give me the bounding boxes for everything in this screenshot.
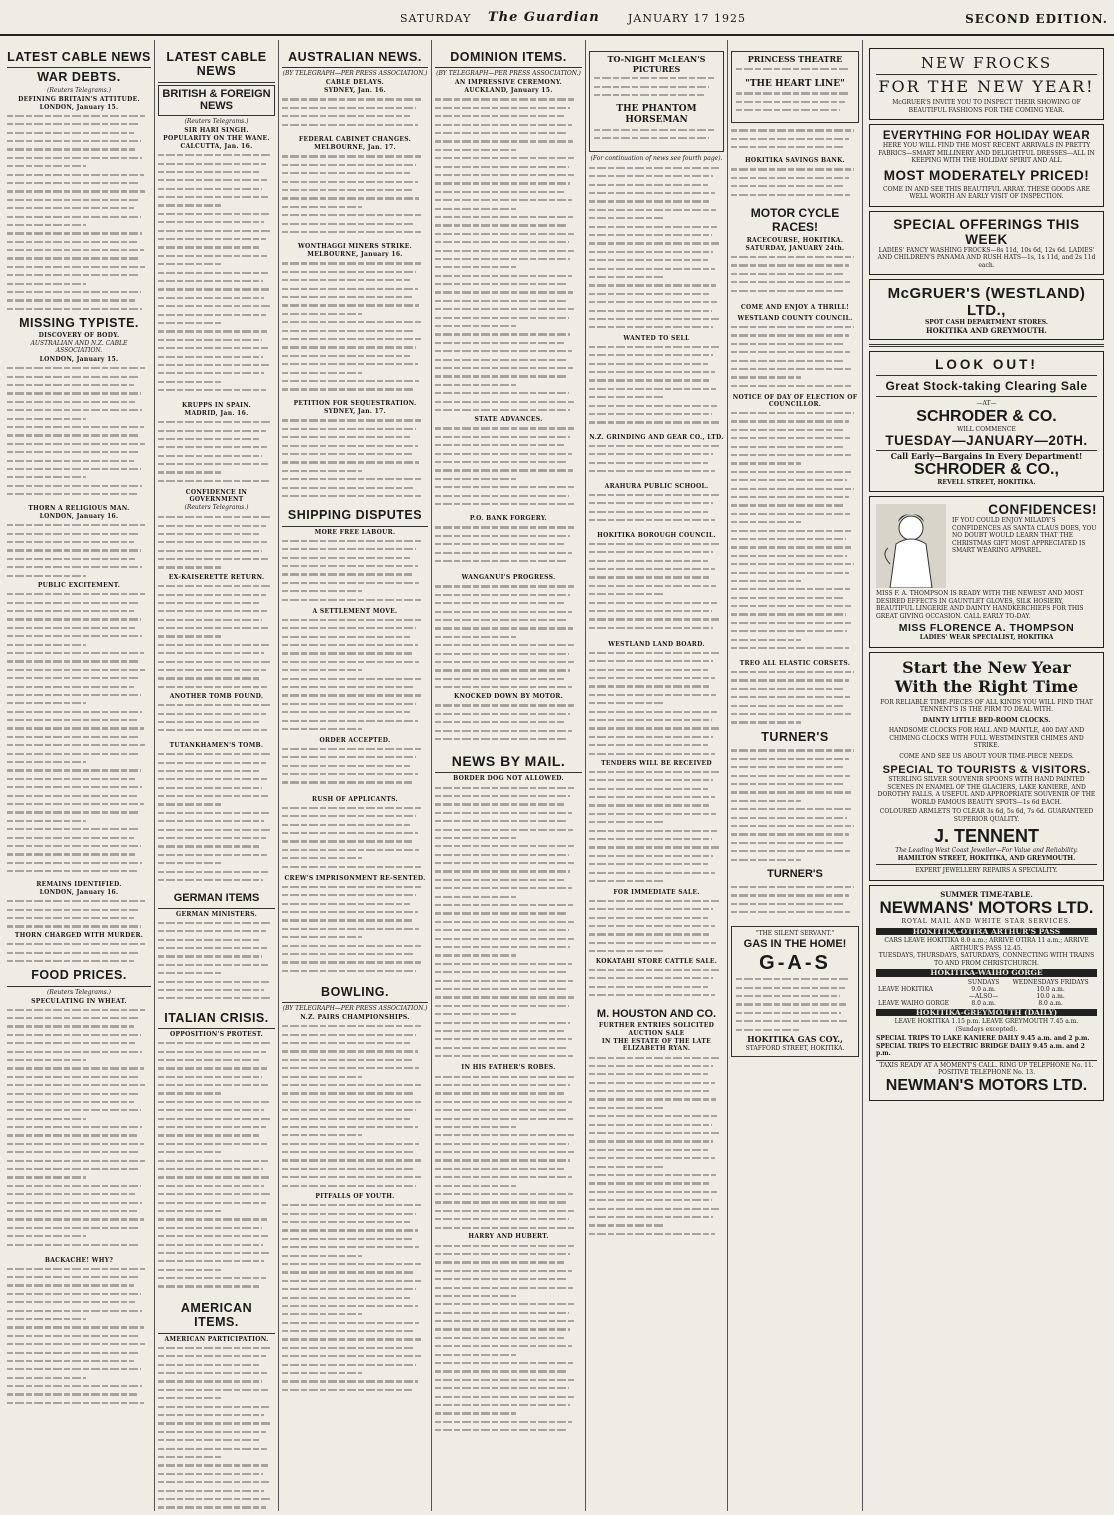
waiho-cell: —ALSO— <box>968 992 999 1000</box>
dateline: CALCUTTA, Jan. 16. <box>180 143 253 151</box>
confidences-body: IF YOU COULD ENJOY MILADY'S CONFIDENCES AS SANTA CLAUS DOES, YOU NO DOUBT WOULD LEARN THAT THE CHRISTMAS GIFT MOST APPRECIATED IS SMART WEARING APPAREL. <box>952 517 1097 554</box>
article-body <box>7 521 151 581</box>
special-offerings-ad <box>869 211 1104 276</box>
article-body <box>282 416 428 506</box>
dateline: LONDON, January 15. <box>39 356 119 364</box>
column-classifieds-a <box>586 40 728 1511</box>
shipping-disputes-heading: SHIPPING DISPUTES <box>282 508 428 526</box>
advertisement-body <box>7 1265 151 1415</box>
houston-heading: M. HOUSTON AND CO. <box>596 1007 717 1020</box>
masthead <box>0 0 1114 36</box>
tutankhamen-heading: TUTANKHAMEN'S TOMB. <box>169 742 264 750</box>
frocks-line2: FOR THE NEW YEAR! <box>876 74 1097 96</box>
australian-news-heading: AUSTRALIAN NEWS. <box>282 50 428 68</box>
article-body <box>7 364 151 504</box>
remains-identified-heading: REMAINS IDENTIFIED. <box>36 881 122 889</box>
border-dog-heading: BORDER DOG NOT ALLOWED. <box>453 775 564 783</box>
continuation-note: (For continuation of news see fourth page). <box>590 154 723 162</box>
waiho-cell <box>876 993 963 1000</box>
greymouth-heading: HOKITIKA-GREYMOUTH (DAILY) <box>876 1009 1097 1017</box>
article-body <box>282 745 428 795</box>
italian-crisis-heading: ITALIAN CRISIS. <box>158 1011 275 1029</box>
public-excitement-heading: PUBLIC EXCITEMENT. <box>37 582 121 590</box>
article-body <box>282 804 428 874</box>
article-body <box>158 1344 275 1511</box>
press-association: (BY TELEGRAPH—PER PRESS ASSOCIATION.) <box>282 70 428 78</box>
article-body <box>435 582 582 692</box>
schroder-heading: SCHRODER & CO. <box>916 407 1057 425</box>
masthead-day: SATURDAY <box>400 12 472 25</box>
fathers-robes-heading: IN HIS FATHER'S ROBES. <box>461 1064 556 1072</box>
tourists-heading: SPECIAL TO TOURISTS & VISITORS. <box>882 764 1091 776</box>
classified-body <box>731 253 859 303</box>
otira-body-2: TUESDAYS, THURSDAYS, SATURDAYS, CONNECTING WITH TRAINS TO AND FROM CHRISTCHURCH. <box>878 952 1095 967</box>
greymouth-note: (Sundays excepted). <box>955 1025 1018 1033</box>
pitfalls-heading: PITFALLS OF YOUTH. <box>315 1193 395 1201</box>
start-line-2: With the Right Time <box>894 676 1079 696</box>
wanted-heading: WANTED TO SELL <box>623 334 690 342</box>
article-body <box>158 919 275 1009</box>
free-labour-heading: MORE FREE LABOUR. <box>314 528 396 536</box>
article-body <box>282 616 428 736</box>
cabinet-changes-heading: FEDERAL CABINET CHANGES. <box>298 136 412 144</box>
newmans-sub: ROYAL MAIL AND WHITE STAR SERVICES. <box>901 918 1072 925</box>
article-body <box>435 95 582 415</box>
county-heading: WESTLAND COUNTY COUNCIL. <box>737 314 853 322</box>
mclean-pictures-ad <box>589 51 724 152</box>
offerings-body: LADIES' FANCY WASHING FROCKS—8s 11d, 10s 6d, 12s 6d. LADIES' AND CHILDREN'S PANAMA AND RUSH HATS—1s, 1s 11d, and 2s 11d each. <box>877 246 1096 269</box>
column-british-foreign <box>155 40 279 1511</box>
classified-body <box>589 897 724 957</box>
start-line-1: Start the New Year <box>902 657 1071 677</box>
schroder-address: REVELL STREET, HOKITIKA. <box>937 478 1036 486</box>
waiho-cell: 9.0 a.m. <box>971 985 996 993</box>
estate-heading: IN THE ESTATE OF THE LATE ELIZABETH RYAN. <box>601 1038 712 1053</box>
column-display-ads <box>863 40 1110 1511</box>
article-body <box>158 513 275 573</box>
gas-word: G-A-S <box>759 952 831 975</box>
come-line: COME AND SEE US ABOUT YOUR TIME-PIECE NEEDS. <box>899 752 1074 760</box>
auction-heading: AUCTION SALE <box>628 1030 685 1038</box>
settlement-heading: A SETTLEMENT MOVE. <box>312 607 398 615</box>
special-trip-kaniere: SPECIAL TRIPS TO LAKE KANIERE DAILY 9.45 a.m. and 2 p.m. <box>876 1035 1090 1042</box>
opposition-heading: OPPOSITION'S PROTEST. <box>169 1031 264 1039</box>
confidences-body-2: MISS F. A. THOMPSON IS READY WITH THE NEWEST AND MOST DESIRED EFFECTS IN GAUNTLET GLOVES, SILK HOSIERY, BEAUTIFUL LINGERIE AND DAINTY HANDKERCHIEFS FOR THIS GREAT GIVING OCCASION. CALL EARLY TO-DAY. <box>876 590 1084 620</box>
tennent-repairs: EXPERT JEWELLERY REPAIRS A SPECIALITY. <box>876 864 1097 875</box>
bank-forgery-heading: P.O. BANK FORGERY. <box>469 515 548 523</box>
come-body: COME IN AND SEE THIS BEAUTIFUL ARRAY. THESE GOODS ARE WELL WORTH AN EARLY VISIT OF INSPECTION. <box>883 185 1090 200</box>
racecourse: RACECOURSE, HOKITIKA. <box>746 236 844 244</box>
ex-kaiserette-heading: EX-KAISERETTE RETURN. <box>168 574 265 582</box>
column-australian-news <box>279 40 432 1511</box>
at-word: —AT— <box>976 400 997 407</box>
dateline: MELBOURNE, Jan. 17. <box>314 144 396 152</box>
thorn-charged-heading: THORN CHARGED WITH MURDER. <box>14 932 144 940</box>
waiho-header-cell: WEDNESDAYS FRIDAYS <box>1012 978 1089 986</box>
wanganui-heading: WANGANUI'S PROGRESS. <box>461 574 556 582</box>
waiho-header-cell <box>876 979 963 986</box>
waiho-timetable <box>876 979 1097 1007</box>
waiho-header-cell: SUNDAYS <box>967 978 1000 986</box>
american-items-heading: AMERICAN ITEMS. <box>158 1301 275 1334</box>
waiho-cell: 8.0 a.m. <box>1038 999 1063 1007</box>
gas-title: GAS IN THE HOME! <box>743 938 847 950</box>
ad-body <box>736 89 854 119</box>
kokatahi-heading: KOKATAHI STORE CATTLE SALE. <box>595 957 718 965</box>
article-body <box>158 151 275 401</box>
col1-heading: LATEST CABLE NEWS <box>7 50 151 68</box>
waiho-heading: HOKITIKA-WAIHO GORGE <box>876 969 1097 977</box>
discovery-heading: DISCOVERY OF BODY. <box>38 332 120 340</box>
col2-heading: LATEST CABLE NEWS <box>158 50 275 83</box>
schroder-heading-2: SCHRODER & CO., <box>914 460 1059 478</box>
otira-body: CARS LEAVE HOKITIKA 8.0 a.m.; ARRIVE OTIRA 11 a.m.; ARRIVE ARTHUR'S PASS 12.45. <box>884 937 1089 952</box>
thorn-religious-heading: THORN A RELIGIOUS MAN. <box>28 505 130 513</box>
war-debts-heading: WAR DEBTS. <box>37 70 121 85</box>
rush-heading: RUSH OF APPLICANTS. <box>312 795 398 803</box>
article-body <box>7 1006 151 1256</box>
bargains-line: Call Early—Bargains In Every Department! <box>876 450 1097 461</box>
ad-body <box>736 65 854 79</box>
ad-show: "THE HEART LINE" <box>745 78 845 89</box>
summer-heading: SUMMER TIME-TABLE. <box>940 889 1033 899</box>
nz-grinding-heading: N.Z. GRINDING AND GEAR CO., LTD. <box>589 433 724 441</box>
tennent-address: HAMILTON STREET, HOKITIKA, AND GREYMOUTH. <box>897 854 1076 862</box>
classified-body <box>731 409 859 659</box>
turners-box-heading: TURNER'S <box>767 868 823 881</box>
article-body <box>282 1022 428 1192</box>
tennent-heading: J. TENNENT <box>933 826 1039 846</box>
news-by-mail-heading: NEWS BY MAIL. <box>435 753 582 773</box>
holiday-heading: EVERYTHING FOR HOLIDAY WEAR <box>882 130 1091 142</box>
article-body <box>158 418 275 488</box>
article-body <box>158 750 275 890</box>
article-body <box>7 112 151 314</box>
wonthaggi-heading: WONTHAGGI MINERS STRIKE. <box>298 243 412 251</box>
article-body <box>7 940 151 966</box>
frocks-line1: NEW FROCKS <box>920 54 1053 72</box>
dateline: SYDNEY, Jan. 16. <box>323 87 387 95</box>
ceremony-heading: AN IMPRESSIVE CEREMONY. <box>454 79 563 87</box>
tourists-armlets: COLOURED ARMLETS TO CLEAR 3s 6d, 5s 6d, 7s 6d. GUARANTEED SUPERIOR QUALITY. <box>879 808 1094 823</box>
krupps-heading: KRUPPS IN SPAIN. <box>181 402 252 410</box>
thrill-tagline: COME AND ENJOY A THRILL! <box>740 303 850 311</box>
dateline: LONDON, January 15. <box>39 103 119 111</box>
reuters-source: (Reuters Telegrams.) <box>47 86 111 94</box>
ad-show: THE PHANTOM HORSEMAN <box>616 104 697 125</box>
ad-title: TO-NIGHT McLEAN'S PICTURES <box>607 54 706 74</box>
article-body <box>158 582 275 692</box>
classified-body <box>589 540 724 640</box>
greymouth-body: LEAVE HOKITIKA 1.15 p.m. LEAVE GREYMOUTH 7.45 a.m. <box>894 1018 1079 1025</box>
princess-theatre-ad <box>731 51 859 123</box>
dateline: AUCKLAND, January 15. <box>464 87 553 95</box>
column-dominion-items <box>432 40 586 1511</box>
bowling-heading: BOWLING. <box>282 985 428 1003</box>
sale-date: TUESDAY—JANUARY—20TH. <box>885 433 1088 448</box>
special-trip-bridge: SPECIAL TRIPS TO ELECTRIC BRIDGE DAILY 9.45 a.m. and 2 p.m. <box>876 1042 1085 1057</box>
classified-body <box>731 668 859 728</box>
sequestration-heading: PETITION FOR SEQUESTRATION. <box>293 400 417 408</box>
classified-body <box>731 126 859 156</box>
new-frocks-ad <box>869 48 1104 120</box>
masthead-title: The Guardian <box>488 10 600 25</box>
wheat-heading: SPECULATING IN WHEAT. <box>31 997 127 1005</box>
tourists-body: STERLING SILVER SOUVENIR SPOONS WITH HAND PAINTED SCENES IN ENAMEL OF THE GLACIERS, LAKE KANIERE, AND DOROTHY FALLS. A USEFUL AND APPROPRIATE SOUVENIR OF THE WORLD FAMOUS BEAUTY SPOTS—1s 6d EACH. <box>877 776 1096 806</box>
gas-tagline: "THE SILENT SERVANT." <box>755 930 835 937</box>
waiho-cell: 10.0 a.m. <box>1036 985 1065 993</box>
gas-ad <box>731 926 859 1057</box>
offerings-heading: SPECIAL OFFERINGS THIS WEEK <box>893 216 1080 247</box>
frocks-body: McGRUER'S INVITE YOU TO INSPECT THEIR SHOWING OF BEAUTIFUL FASHIONS FOR THE COMING YEAR. <box>892 99 1081 114</box>
will-commence: WILL COMMENCE <box>957 425 1016 433</box>
masthead-edition: SECOND EDITION. <box>965 12 1108 26</box>
classified-body <box>589 966 724 1006</box>
ad-title: PRINCESS THEATRE <box>747 54 843 64</box>
american-participation-heading: AMERICAN PARTICIPATION. <box>164 1335 269 1343</box>
tennent-sub: The Leading West Coast Jeweller—For Value and Reliability. <box>895 847 1078 854</box>
reuters-source: (Reuters Telegrams.) <box>47 988 111 996</box>
column-latest-cable-news <box>4 40 155 1511</box>
german-ministers-heading: GERMAN MINISTERS. <box>176 910 257 918</box>
tomb-found-heading: ANOTHER TOMB FOUND. <box>169 693 264 701</box>
mcgruer-sub: SPOT CASH DEPARTMENT STORES. <box>924 319 1049 326</box>
article-body <box>435 424 582 514</box>
lady-illustration <box>876 504 946 588</box>
article-body <box>282 259 428 399</box>
newmans-heading: NEWMANS' MOTORS LTD. <box>879 898 1094 917</box>
german-items-heading: GERMAN ITEMS <box>158 892 275 909</box>
mcgruer-address: HOKITIKA AND GREYMOUTH. <box>926 325 1047 335</box>
savings-bank-heading: HOKITIKA SAVINGS BANK. <box>744 157 846 165</box>
otira-heading: HOKITIKA-OTIRA ARTHUR'S PASS <box>876 928 1097 936</box>
dateline: LONDON, January 16. <box>39 513 119 521</box>
further-entries: FURTHER ENTRIES SOLICITED <box>598 1022 715 1030</box>
waiho-cell: 10.0 a.m. <box>1036 992 1065 1000</box>
food-prices-heading: FOOD PRICES. <box>7 968 151 986</box>
gas-address: STAFFORD STREET, HOKITIKA. <box>745 1044 845 1052</box>
taxis-line: TAXIS READY AT A MOMENT'S CALL. RING UP TELEPHONE No. 11. POSITIVE TELEPHONE No. 13. <box>876 1060 1097 1077</box>
turners-heading: TURNER'S <box>761 729 829 744</box>
clocks-heading: DAINTY LITTLE BED-ROOM CLOCKS. <box>922 716 1051 724</box>
motor-races-heading: MOTOR CYCLE RACES! <box>750 206 840 235</box>
ad-body <box>736 975 854 1035</box>
dominion-items-heading: DOMINION ITEMS. <box>435 50 582 68</box>
article-body <box>435 1241 582 1441</box>
classified-body <box>731 746 859 866</box>
mcgruer-ad <box>869 279 1104 340</box>
holiday-body: HERE YOU WILL FIND THE MOST RECENT ARRIVALS IN PRETTY FABRICS—SMART MILLINERY AND DELIGHTFUL DRESSES—ALL IN KEEPING WITH THE HOLIDAY SPIRIT AND ALL <box>878 142 1095 164</box>
confidences-heading: CONFIDENCES! <box>988 502 1097 517</box>
thompson-heading: MISS FLORENCE A. THOMPSON <box>898 622 1075 634</box>
dateline: MELBOURNE, January 16. <box>307 251 403 259</box>
article-body <box>282 883 428 983</box>
thompson-sub: LADIES' WEAR SPECIALIST, HOKITIKA <box>919 634 1054 641</box>
classified-body <box>731 883 859 923</box>
classified-body <box>589 491 724 531</box>
harry-hubert-heading: HARRY AND HUBERT. <box>468 1233 549 1241</box>
holiday-wear-ad <box>869 124 1104 207</box>
dateline: MADRID, Jan. 16. <box>184 410 249 418</box>
waiho-cell: 8.0 a.m. <box>971 999 996 1007</box>
article-body <box>435 523 582 573</box>
newmans-footer: NEWMAN'S MOTORS LTD. <box>885 1076 1088 1094</box>
start-body: FOR RELIABLE TIME-PIECES OF ALL KINDS YOU WILL FIND THAT TENNENT'S IS THE FIRM TO DEAL WITH. <box>880 698 1093 713</box>
confidences-ad <box>869 496 1104 648</box>
gas-company: HOKITIKA GAS COY., <box>747 1034 843 1045</box>
classified-body <box>731 165 859 205</box>
dateline: LONDON, January 16. <box>39 889 119 897</box>
knocked-down-heading: KNOCKED DOWN BY MOTOR. <box>453 693 564 701</box>
election-heading: NOTICE OF DAY OF ELECTION OF COUNCILLOR. <box>732 393 858 408</box>
reuters-source: (Reuters Telegrams.) <box>184 118 249 126</box>
cable-delays-heading: CABLE DELAYS. <box>325 79 385 87</box>
classified-body <box>589 768 724 888</box>
state-advances-heading: STATE ADVANCES. <box>474 416 543 424</box>
ad-body <box>594 74 719 104</box>
corsets-heading: TREO ALL ELASTIC CORSETS. <box>739 659 851 667</box>
dateline: SYDNEY, Jan. 17. <box>323 408 387 416</box>
popularity-heading: POPULARITY ON THE WANE. <box>163 135 270 143</box>
pairs-heading: N.Z. PAIRS CHAMPIONSHIPS. <box>300 1014 410 1022</box>
article-body <box>282 1201 428 1401</box>
classified-body <box>589 649 724 759</box>
ad-body <box>594 126 719 148</box>
article-body <box>158 701 275 741</box>
newspaper-page <box>4 40 1110 1511</box>
classified-body <box>589 343 724 433</box>
article-body <box>158 1039 275 1299</box>
immediate-sale-heading: FOR IMMEDIATE SALE. <box>613 888 700 896</box>
article-body <box>282 152 428 242</box>
order-accepted-heading: ORDER ACCEPTED. <box>319 736 391 744</box>
waiho-cell: LEAVE HOKITIKA <box>878 985 933 993</box>
press-association: (BY TELEGRAPH—PER PRESS ASSOCIATION.) <box>436 70 581 78</box>
school-heading: ARAHURA PUBLIC SCHOOL. <box>604 482 709 490</box>
article-body <box>435 701 582 751</box>
priced-heading: MOST MODERATELY PRICED! <box>883 167 1090 183</box>
classified-body <box>589 164 724 334</box>
stocktaking-heading: Great Stock-taking Clearing Sale <box>876 375 1097 397</box>
lookout-heading: LOOK OUT! <box>935 357 1038 372</box>
council-heading: HOKITIKA BOROUGH COUNCIL. <box>597 531 716 539</box>
classified-body <box>589 442 724 482</box>
newmans-motors-ad <box>869 885 1104 1101</box>
clocks-body: HANDSOME CLOCKS FOR HALL AND MANTLE, 400 DAY AND CHIMING CLOCKS WITH FULL WESTMINSTER CHIMES AND STRIKE. <box>888 727 1085 749</box>
confidence-heading: CONFIDENCE IN GOVERNMENT <box>185 489 248 504</box>
waiho-cell: LEAVE WAIHO GORGE <box>878 999 950 1007</box>
crew-heading: CREW'S IMPRISONMENT RE-SENTED. <box>284 874 426 882</box>
article-body <box>282 95 428 135</box>
land-board-heading: WESTLAND LAND BOARD. <box>608 640 705 648</box>
article-body <box>7 897 151 931</box>
missing-typiste-heading: MISSING TYPISTE. <box>19 315 139 330</box>
reuters-source: (Reuters Telegrams.) <box>184 504 249 512</box>
classified-body <box>731 323 859 393</box>
backache-heading: BACKACHE! WHY? <box>44 1256 114 1264</box>
hari-singh-heading: SIR HARI SINGH. <box>184 127 249 135</box>
masthead-date: JANUARY 17 1925 <box>628 12 747 25</box>
article-body <box>7 590 151 880</box>
defining-heading: DEFINING BRITAIN'S ATTITUDE. <box>18 95 140 103</box>
press-association: (BY TELEGRAPH—PER PRESS ASSOCIATION.) <box>282 1005 428 1013</box>
race-date: SATURDAY, JANUARY 24th. <box>745 244 845 252</box>
mcgruer-heading: McGRUER'S (WESTLAND) LTD., <box>887 285 1086 319</box>
cable-association: AUSTRALIAN AND N.Z. CABLE ASSOCIATION. <box>30 340 128 355</box>
classified-body <box>589 1053 724 1243</box>
article-body <box>282 537 428 607</box>
article-body <box>435 1072 582 1232</box>
column-classifieds-b <box>728 40 863 1511</box>
stocktaking-ad <box>869 351 1104 492</box>
article-body <box>435 783 582 1063</box>
british-foreign-heading: BRITISH & FOREIGN NEWS <box>158 85 275 116</box>
tennent-ad <box>869 652 1104 881</box>
tenders-heading: TENDERS WILL BE RECEIVED <box>601 759 712 767</box>
